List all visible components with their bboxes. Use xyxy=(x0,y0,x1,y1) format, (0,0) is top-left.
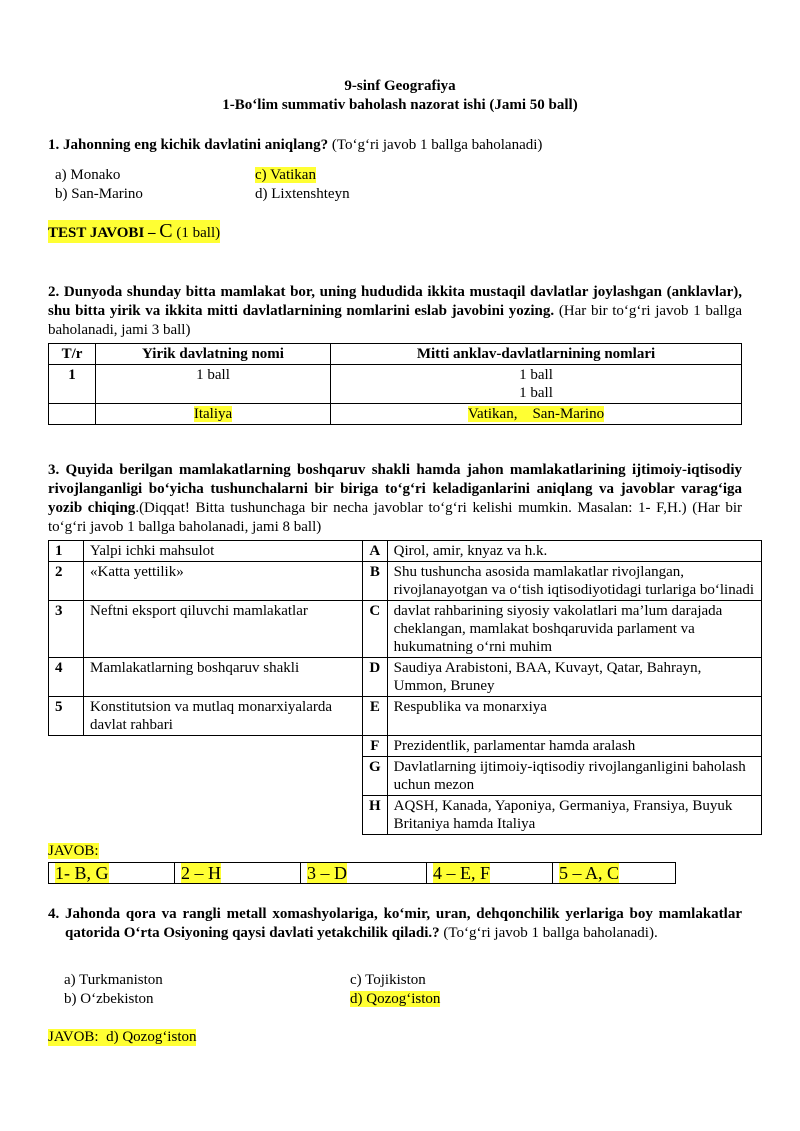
q3-right-text: Shu tushuncha asosida mamlakatlar rivojlangan, rivojlanayotgan va o‘tish iqtisodiyotidagi turlariga bo‘linadi xyxy=(387,562,761,601)
q3-blank xyxy=(49,757,84,796)
q3-blank xyxy=(84,736,363,757)
question-4-text: 4. Jahonda qora va rangli metall xomashyolariga, ko‘mir, uran, dehqonchilik yerlariga boy mamlakatlar qatorida O‘rta Osiyoning qaysi davlati yetakchilik qiladi.? xyxy=(48,906,742,941)
q3-right-text: Prezidentlik, parlamentar hamda aralash xyxy=(387,736,761,757)
q4-option-d: d) Qozog‘iston xyxy=(350,991,441,1007)
q3-answer-cell xyxy=(175,863,301,884)
q1-answer-suffix: (1 ball) xyxy=(176,225,221,241)
q3-left-text: Mamlakatlarning boshqaruv shakli xyxy=(84,658,363,697)
q1-answer-prefix: TEST JAVOBI – xyxy=(48,225,156,241)
question-2-note: (Har bir to‘g‘ri javob 1 ballga baholanadi, jami 3 ball) xyxy=(48,303,742,338)
q3-right-text: Saudiya Arabistoni, BAA, Kuvayt, Qatar, Bahrayn, Ummon, Bruney xyxy=(387,658,761,697)
q2-row-small xyxy=(331,365,742,404)
page-subtitle: 1-Bo‘lim summativ baholash nazorat ishi (Jami 50 ball) xyxy=(222,97,578,113)
q2-row-num: 1 xyxy=(49,365,96,404)
question-2 xyxy=(48,283,742,340)
q3-answer: 5 – A, C xyxy=(559,863,620,883)
q3-answer: 3 – D xyxy=(307,863,347,883)
question-2-text: 2. Dunyoda shunday bitta mamlakat bor, uning hududida ikkita mustaqil davlatlar joylashgan (anklavlar), shu bitta yirik va ikkita mitti davlatlarnining nomlarini eslab javobini yozing. xyxy=(48,284,742,319)
q3-right-letter: H xyxy=(363,796,388,835)
q4-answer xyxy=(48,1029,196,1046)
q2-table xyxy=(48,343,742,425)
q2-header-big: Yirik davlatning nomi xyxy=(96,344,331,365)
q3-right-letter: E xyxy=(363,697,388,736)
q3-left-num: 2 xyxy=(49,562,84,601)
q3-answer-cell xyxy=(427,863,553,884)
page-title: 9-sinf Geografiya xyxy=(344,78,456,94)
q3-left-num: 4 xyxy=(49,658,84,697)
q1-option-d: d) Lixtenshteyn xyxy=(255,186,350,202)
q1-answer xyxy=(48,220,220,243)
q3-left-text: Yalpi ichki mahsulot xyxy=(84,541,363,562)
q4-option-c: c) Tojikiston xyxy=(350,972,426,988)
q2-row-big: 1 ball xyxy=(96,365,331,404)
question-1-text: 1. Jahonning eng kichik davlatini aniqlang? xyxy=(48,137,329,153)
q3-blank xyxy=(84,757,363,796)
q3-left-text: Neftni eksport qiluvchi mamlakatlar xyxy=(84,601,363,658)
q3-answer: 2 – H xyxy=(181,863,221,883)
question-4 xyxy=(48,905,742,943)
question-1-note: (To‘g‘ri javob 1 ballga baholanadi) xyxy=(331,137,543,153)
q3-right-text: Davlatlarning ijtimoiy-iqtisodiy rivojlanganligini baholash uchun mezon xyxy=(387,757,761,796)
q2-row-small-2: 1 ball xyxy=(519,385,553,401)
q3-answer-cell xyxy=(301,863,427,884)
q1-answer-letter: C xyxy=(159,220,173,242)
q3-right-text: Qirol, amir, knyaz va h.k. xyxy=(387,541,761,562)
q3-table xyxy=(48,540,762,835)
q1-option-a: a) Monako xyxy=(55,167,121,183)
q1-option-c: c) Vatikan xyxy=(255,167,316,183)
q2-answer-num xyxy=(49,404,96,425)
q3-right-letter: C xyxy=(363,601,388,658)
q3-blank xyxy=(49,736,84,757)
q3-answer-table xyxy=(48,862,676,884)
q3-right-text: AQSH, Kanada, Yaponiya, Germaniya, Fransiya, Buyuk Britaniya hamda Italiya xyxy=(387,796,761,835)
question-3-note: .(Diqqat! Bitta tushunchaga bir necha javoblar to‘g‘ri kelishi mumkin. Masalan: 1- F,H.) (Har bir to‘g‘ri javob 1 ballga baholanadi, jami 8 ball) xyxy=(48,500,743,535)
q3-answer-cell xyxy=(553,863,676,884)
q3-blank xyxy=(49,796,84,835)
q1-option-b: b) San-Marino xyxy=(55,186,143,202)
q2-answer-small: Vatikan, San-Marino xyxy=(467,406,605,422)
q3-answer-label: JAVOB: xyxy=(48,843,99,859)
q3-left-num: 5 xyxy=(49,697,84,736)
q3-answer: 4 – E, F xyxy=(433,863,491,883)
q2-answer-big-cell xyxy=(96,404,331,425)
q3-right-letter: F xyxy=(363,736,388,757)
q2-header-num: T/r xyxy=(49,344,96,365)
q3-right-letter: D xyxy=(363,658,388,697)
q4-option-a: a) Turkmaniston xyxy=(64,972,163,988)
q3-right-letter: G xyxy=(363,757,388,796)
q3-right-letter: B xyxy=(363,562,388,601)
q3-right-text: Respublika va monarxiya xyxy=(387,697,761,736)
q2-answer-small-cell xyxy=(331,404,742,425)
q3-left-num: 1 xyxy=(49,541,84,562)
q4-answer-label: JAVOB: xyxy=(48,1029,99,1045)
q2-answer-big: Italiya xyxy=(193,406,233,422)
q3-answer-cell xyxy=(49,863,175,884)
question-1 xyxy=(48,137,758,154)
question-4-note: (To‘g‘ri javob 1 ballga baholanadi). xyxy=(443,925,658,941)
question-3 xyxy=(48,461,742,537)
q3-blank xyxy=(84,796,363,835)
q3-answer: 1- B, G xyxy=(55,863,109,883)
q3-right-letter: A xyxy=(363,541,388,562)
q2-header-small: Mitti anklav-davlatlarnining nomlari xyxy=(331,344,742,365)
q3-left-text: «Katta yettilik» xyxy=(84,562,363,601)
q3-left-text: Konstitutsion va mutlaq monarxiyalarda davlat rahbari xyxy=(84,697,363,736)
q3-right-text: davlat rahbarining siyosiy vakolatlari ma’lum darajada cheklangan, mamlakat boshqaruvida parlament va hukumatning o‘rni muhim xyxy=(387,601,761,658)
q3-left-num: 3 xyxy=(49,601,84,658)
q4-option-b: b) O‘zbekiston xyxy=(64,991,154,1007)
q2-row-small-1: 1 ball xyxy=(519,367,553,383)
q4-answer-value: d) Qozog‘iston xyxy=(106,1029,197,1045)
question-3-text: 3. Quyida berilgan mamlakatlarning boshqaruv shakli hamda jahon mamlakatlarining ijtimoiy-iqtisodiy rivojlanganligi bo‘yicha tushunchalarni bir biriga to‘g‘ri keladiganlarini aniqlang va javoblar varag‘iga yozib chiqing xyxy=(48,462,742,516)
